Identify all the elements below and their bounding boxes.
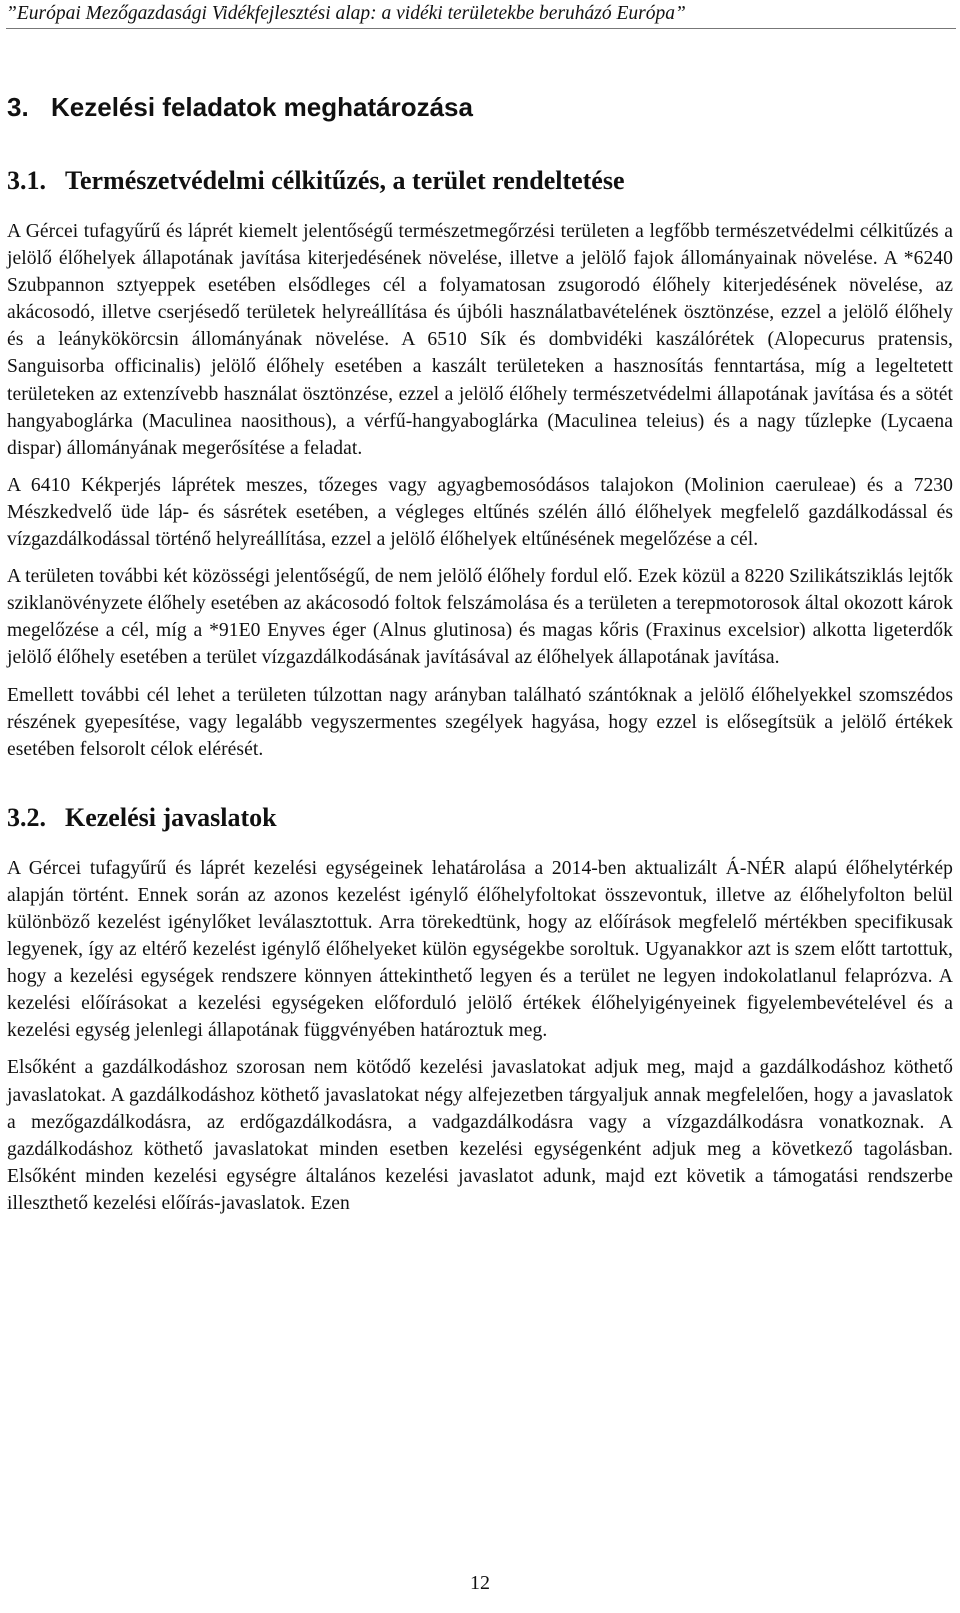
paragraph: A 6410 Kékperjés láprétek meszes, tőzeges vagy agyagbemosódásos talajokon (Molinion caeruleae) és a 7230 Mészkedvelő üde láp- és sásrétek esetében, a végleges eltűnés szélén álló élőhelyek megfelelő gazdálkodással és vízgazdálkodással történő helyreállítása, ezzel a jelölő élőhelyek eltűnésének megelőzése a cél. (7, 474, 953, 551)
document-body (7, 72, 953, 1217)
subsection-title: Kezelési javaslatok (65, 802, 277, 832)
paragraph: Elsőként a gazdálkodáshoz szorosan nem kötődő kezelési javaslatokat adjuk meg, majd a gazdálkodáshoz köthető javaslatokat. A gazdálkodáshoz köthető javaslatokat négy alfejezetben tárgyaljuk annak megfelelően, hogy a javaslatok a mezőgazdálkodásra, az erdőgazdálkodásra, a vadgazdálkodásra vagy a vízgazdálkodásra vonatkoznak. A gazdálkodáshoz köthető javaslatokat minden esetben kezelési egységenként adjuk meg a következő tagolásban. Elsőként minden kezelési egységre általános kezelési javaslatot adunk, majd ezt követik a támogatási rendszerbe illeszthető kezelési előírás-javaslatok. Ezen (7, 1057, 953, 1214)
subsection-number: 3.2. (7, 802, 46, 832)
section-heading (7, 92, 953, 122)
page-header: ”Európai Mezőgazdasági Vidékfejlesztési alap: a vidéki területekbe beruházó Európa” (6, 2, 956, 29)
subsection-heading-3-1 (7, 166, 953, 196)
paragraph: A Gércei tufagyűrű és láprét kezelési egységeinek lehatárolása a 2014-ben aktualizált Á-NÉR alapú élőhelytérkép alapján történt. Ennek során az azonos kezelést igénylő élőhelyfoltokat összevontuk, illetve az élőhelyfolton belül különböző kezelést igénylőket leválasztottuk. Arra törekedtünk, hogy az előírások megfelelő mértékben specifikusak legyenek, így az eltérő kezelést igénylő élőhelyeket külön egységekbe soroltuk. Ugyanakkor azt is szem előtt tartottuk, hogy a kezelési egységek rendszere könnyen áttekinthető legyen és a terület ne legyen indokolatlanul felaprózva. A kezelési előírásokat a kezelési egységeken előforduló jelölő értékek élőhelyigényeinek figyelembevételével és a kezelési egység jelenlegi állapotának függvényében határoztuk meg. (7, 857, 953, 1042)
subsection-title: Természetvédelmi célkitűzés, a terület rendeltetése (65, 166, 625, 195)
subsection-heading-3-2 (7, 803, 953, 833)
paragraph: A területen további két közösségi jelentőségű, de nem jelölő élőhely fordul elő. Ezek közül a 8220 Szilikátsziklás lejtők sziklanövényzete élőhely esetében az akácosodó foltok felszámolása és a területen a terepmotorosok által okozott károk megelőzése a cél, míg a *91E0 Enyves éger (Alnus glutinosa) és magas kőris (Fraxinus excelsior) alkotta ligeterdők jelölő élőhely esetében a terület vízgazdálkodásának javításával az élőhelyek állapotának javítása. (7, 566, 953, 669)
paragraph: A Gércei tufagyűrű és láprét kiemelt jelentőségű természetmegőrzési területen a legfőbb természetvédelmi célkitűzés a jelölő élőhelyek állapotának javítása kiterjedésének növelése, illetve a jelölő fajok állományainak növelése. A *6240 Szubpannon sztyeppek esetében elsődleges cél a folyamatosan zsugorodó élőhely kiterjedésének növelése, az akácosodó, illetve cserjésedő területek helyreállítása és újbóli használatbavételének ösztönzése, ezzel a jelölő élőhely és a leánykökörcsin állományának növelése. A 6510 Sík és dombvidéki kaszálórétek (Alopecurus pratensis, Sanguisorba officinalis) jelölő élőhely esetében a kaszált területeken a hasznosítás fenntartása, míg a legeltetett területeken az extenzívebb használat ösztönzése, ezzel a jelölő élőhely természetvédelmi állapotának javítása és a sötét hangyaboglárka (Maculinea naosithous), a vérfű-hangyaboglárka (Maculinea teleius) és a nagy tűzlepke (Lycaena dispar) állományának megerősítése a feladat. (7, 221, 953, 459)
paragraph: Emellett további cél lehet a területen túlzottan nagy arányban található szántóknak a jelölő élőhelyekkel szomszédos részének gyepesítése, vagy legalább vegyszermentes szegélyek hagyása, hogy ezzel is elősegítsük a jelölő értékek esetében felsorolt célok elérését. (7, 684, 953, 760)
subsection-number: 3.1. (7, 166, 46, 195)
section-number: 3. (7, 92, 29, 122)
page-number: 12 (470, 1572, 490, 1594)
section-title: Kezelési feladatok meghatározása (51, 92, 473, 122)
